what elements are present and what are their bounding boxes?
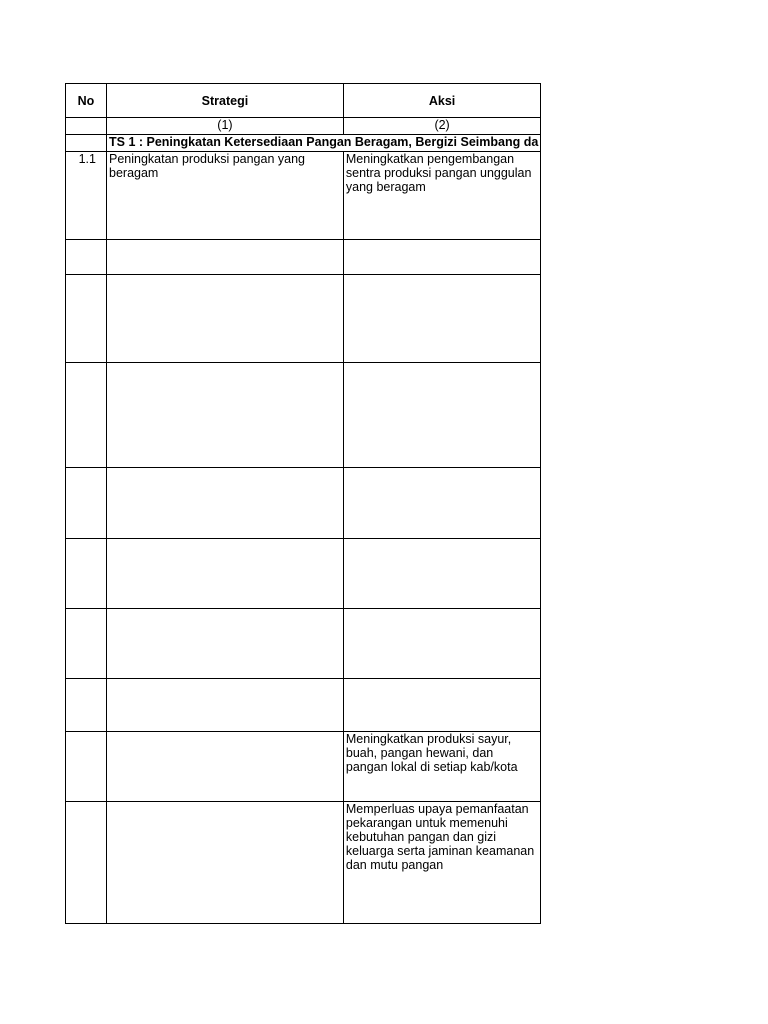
cell-no[interactable] [66, 732, 107, 802]
table-row [66, 679, 541, 732]
table-row [66, 802, 541, 924]
cell-strategi[interactable] [107, 539, 344, 609]
strategy-table [65, 83, 541, 924]
cell-no[interactable] [66, 539, 107, 609]
cell-aksi[interactable] [343, 363, 540, 468]
cell-strategi[interactable] [107, 802, 344, 924]
cell-no[interactable] [66, 679, 107, 732]
cell-no[interactable] [66, 240, 107, 275]
cell-strategi[interactable] [107, 609, 344, 679]
cell-no[interactable] [66, 609, 107, 679]
cell-no[interactable] [66, 468, 107, 539]
section-row [66, 135, 541, 152]
cell-no[interactable] [66, 275, 107, 363]
cell-strategi[interactable] [107, 275, 344, 363]
table-header-row [66, 84, 541, 118]
table-row [66, 240, 541, 275]
cell-aksi[interactable] [343, 468, 540, 539]
cell-no[interactable] [66, 363, 107, 468]
cell-aksi[interactable]: Meningkatkan produksi sayur, buah, pangan hewani, dan pangan lokal di setiap kab/kota [343, 732, 540, 802]
cell-strategi[interactable] [107, 468, 344, 539]
table-row [66, 363, 541, 468]
column-number-1[interactable]: (1) [107, 118, 344, 135]
cell-aksi[interactable] [343, 240, 540, 275]
cell-aksi[interactable] [343, 679, 540, 732]
table-row [66, 539, 541, 609]
cell-aksi[interactable]: Memperluas upaya pemanfaatan pekarangan untuk memenuhi kebutuhan pangan dan gizi keluarga serta jaminan keamanan dan mutu pangan [343, 802, 540, 924]
cell-strategi[interactable] [107, 679, 344, 732]
cell-strategi[interactable] [107, 240, 344, 275]
cell-blank[interactable] [66, 135, 107, 152]
cell-strategi[interactable] [107, 363, 344, 468]
cell-strategi[interactable]: Peningkatan produksi pangan yang beragam [107, 152, 344, 240]
cell-no[interactable]: 1.1 [66, 152, 107, 240]
table-row [66, 732, 541, 802]
cell-strategi[interactable] [107, 732, 344, 802]
header-no[interactable]: No [66, 84, 107, 118]
table-row [66, 152, 541, 240]
header-aksi[interactable]: Aksi [343, 84, 540, 118]
cell-aksi[interactable]: Meningkatkan pengembangan sentra produksi pangan unggulan yang beragam [343, 152, 540, 240]
table-row [66, 468, 541, 539]
table-row [66, 609, 541, 679]
column-number-2[interactable]: (2) [343, 118, 540, 135]
cell-aksi[interactable] [343, 609, 540, 679]
cell-aksi[interactable] [343, 275, 540, 363]
cell-blank[interactable] [66, 118, 107, 135]
header-strategi[interactable]: Strategi [107, 84, 344, 118]
cell-no[interactable] [66, 802, 107, 924]
table-row [66, 275, 541, 363]
cell-aksi[interactable] [343, 539, 540, 609]
section-title[interactable]: TS 1 : Peningkatan Ketersediaan Pangan Beragam, Bergizi Seimbang da [107, 135, 541, 152]
column-number-row [66, 118, 541, 135]
